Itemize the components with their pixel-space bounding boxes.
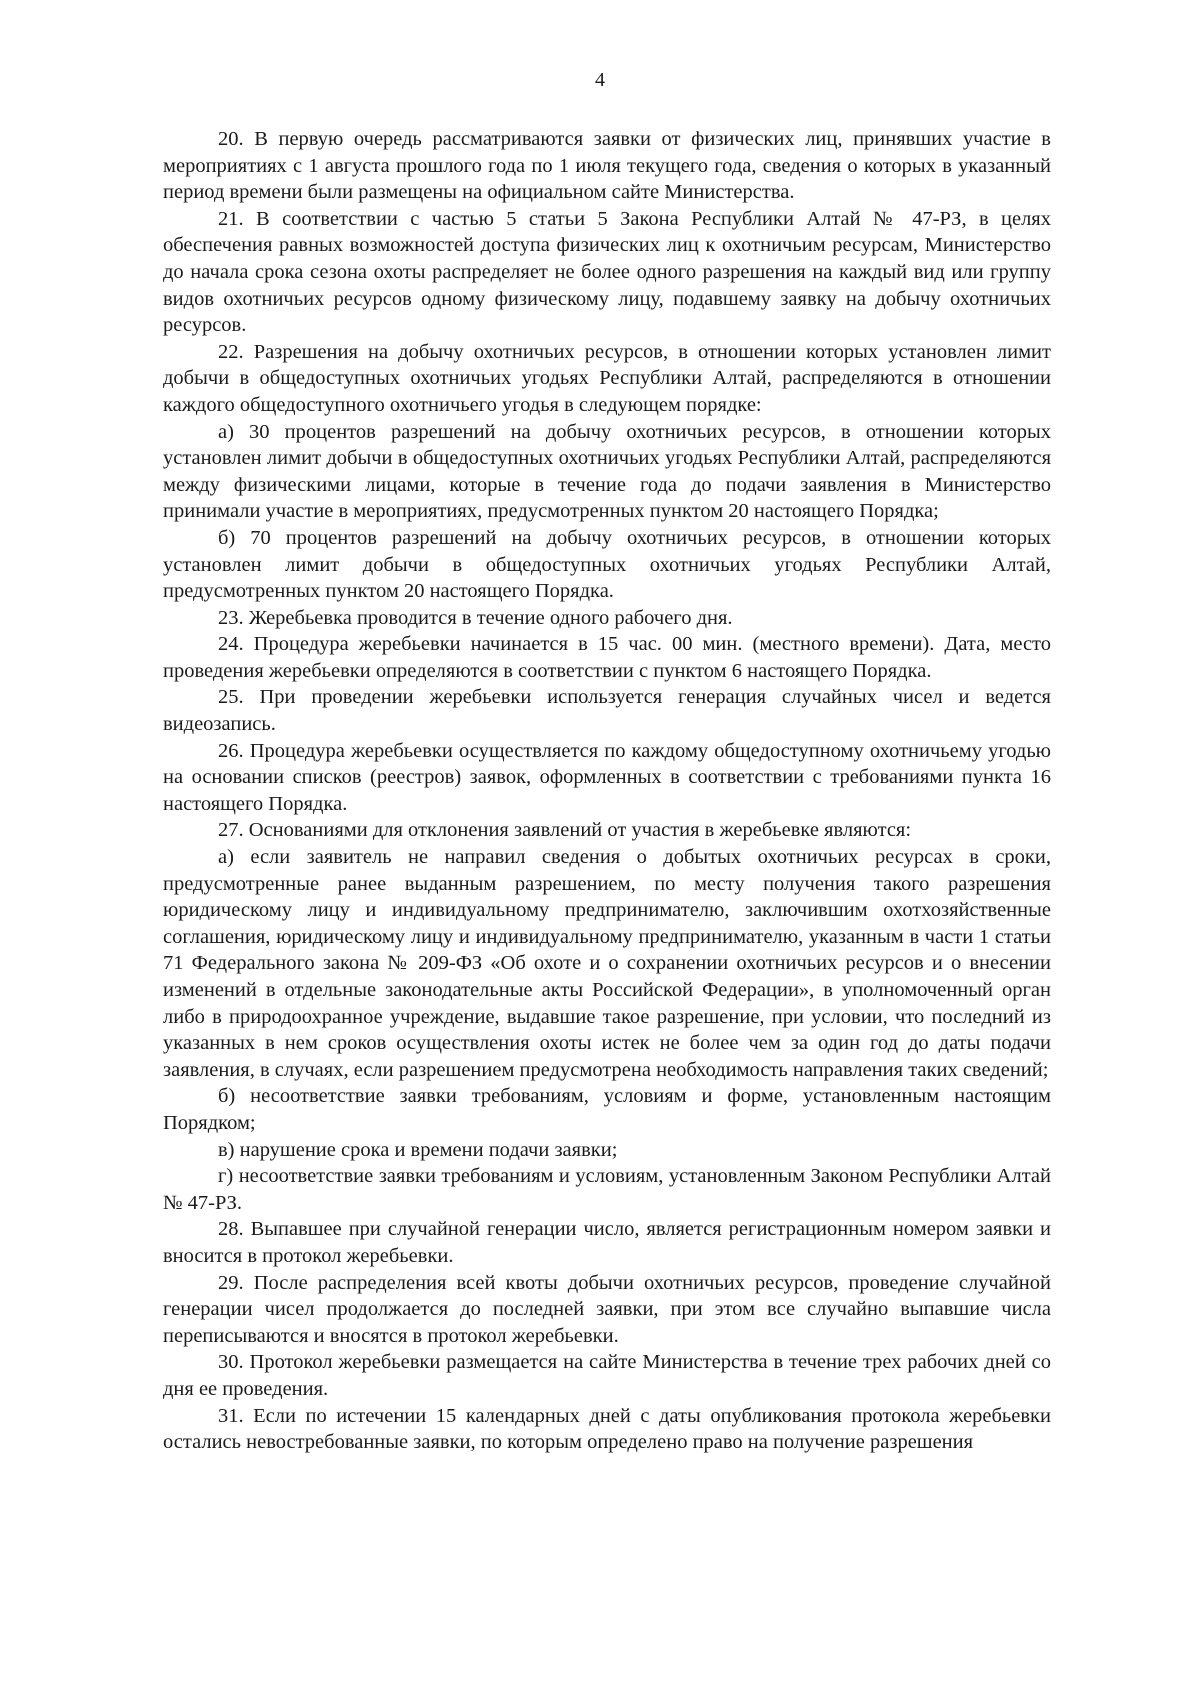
paragraph-27-a: а) если заявитель не направил сведения о добытых охотничьих ресурсах в сроки, предусмотренные ранее выданным разрешением, по месту получения такого разрешения юридическому лицу и индивидуальному предпринимателю, заключившим охотхозяйственные соглашения, юридическому лицу и индивидуальному предпринимателю, указанным в части 1 статьи 71 Федерального закона № 209-ФЗ «Об охоте и о сохранении охотничьих ресурсов и о внесении изменений в отдельные законодательные акты Российской Федерации», в уполномоченный орган либо в природоохранное учреждение, выдавшие такое разрешение, при условии, что последний из указанных в нем сроков осуществления охоты истек не более чем за один год до даты подачи заявления, в случаях, если разрешением предусмотрена необходимость направления таких сведений; — [163, 846, 1051, 1081]
paragraph-30: 30. Протокол жеребьевки размещается на сайте Министерства в течение трех рабочих дней со дня ее проведения. — [163, 1351, 1051, 1400]
paragraph-25: 25. При проведении жеребьевки используется генерация случайных чисел и ведется видеозапись. — [163, 686, 1051, 736]
paragraph-24: 24. Процедура жеребьевки начинается в 15 час. 00 мин. (местного времени). Дата, место проведения жеребьевки определяются в соответствии с пунктом 6 настоящего Порядка. — [163, 633, 1051, 682]
paragraph-21: 21. В соответствии с частью 5 статьи 5 Закона Республики Алтай № 47-РЗ, в целях обеспечения равных возможностей доступа физических лиц к охотничьим ресурсам, Министерство до начала срока сезона охоты распределяет не более одного разрешения на каждый вид или группу видов охотничьих ресурсов одному физическому лицу, подавшему заявку на добычу охотничьих ресурсов. — [163, 207, 1051, 337]
paragraph-22-b: б) 70 процентов разрешений на добычу охотничьих ресурсов, в отношении которых установлен лимит добычи в общедоступных охотничьих угодьях Республики Алтай, предусмотренных пунктом 20 настоящего Порядка. — [163, 526, 1051, 603]
paragraph-22: 22. Разрешения на добычу охотничьих ресурсов, в отношении которых установлен лимит добычи в общедоступных охотничьих угодьях Республики Алтай, распределяются в отношении каждого общедоступного охотничьего угодья в следующем порядке: — [163, 340, 1051, 416]
paragraph-27-v: в) нарушение срока и времени подачи заявки; — [218, 1138, 618, 1161]
paragraph-23: 23. Жеребьевка проводится в течение одного рабочего дня. — [218, 606, 733, 629]
paragraph-22-a: а) 30 процентов разрешений на добычу охотничьих ресурсов, в отношении которых установлен лимит добычи в общедоступных охотничьих угодьях Республики Алтай, распределяются между физическими лицами, которые в течение года до подачи заявления в Министерство принимали участие в мероприятиях, предусмотренных пунктом 20 настоящего Порядка; — [163, 420, 1051, 523]
paragraph-27-b: б) несоответствие заявки требованиям, условиям и форме, установленным настоящим Порядком; — [163, 1085, 1051, 1134]
paragraph-27-g: г) несоответствие заявки требованиям и условиям, установленным Законом Республики Алтай № 47-РЗ. — [163, 1165, 1051, 1214]
paragraph-31: 31. Если по истечении 15 календарных дней с даты опубликования протокола жеребьевки остались невостребованные заявки, по которым определено право на получение разрешения — [163, 1404, 1051, 1454]
paragraph-20: 20. В первую очередь рассматриваются заявки от физических лиц, принявших участие в мероприятиях с 1 августа прошлого года по 1 июля текущего года, сведения о которых в указанный период времени были размещены на официальном сайте Министерства. — [163, 128, 1051, 204]
page-number: 4 — [595, 69, 605, 91]
paragraph-26: 26. Процедура жеребьевки осуществляется по каждому общедоступному охотничьему угодью на основании списков (реестров) заявок, оформленных в соответствии с требованиями пункта 16 настоящего Порядка. — [163, 739, 1051, 815]
document-body — [163, 126, 1051, 1456]
paragraph-27: 27. Основаниями для отклонения заявлений от участия в жеребьевке являются: — [218, 819, 912, 842]
paragraph-28: 28. Выпавшее при случайной генерации число, является регистрационным номером заявки и вносится в протокол жеребьевки. — [163, 1218, 1051, 1267]
paragraph-29: 29. После распределения всей квоты добычи охотничьих ресурсов, проведение случайной генерации чисел продолжается до последней заявки, при этом все случайно выпавшие числа переписываются и вносятся в протокол жеребьевки. — [163, 1271, 1051, 1347]
